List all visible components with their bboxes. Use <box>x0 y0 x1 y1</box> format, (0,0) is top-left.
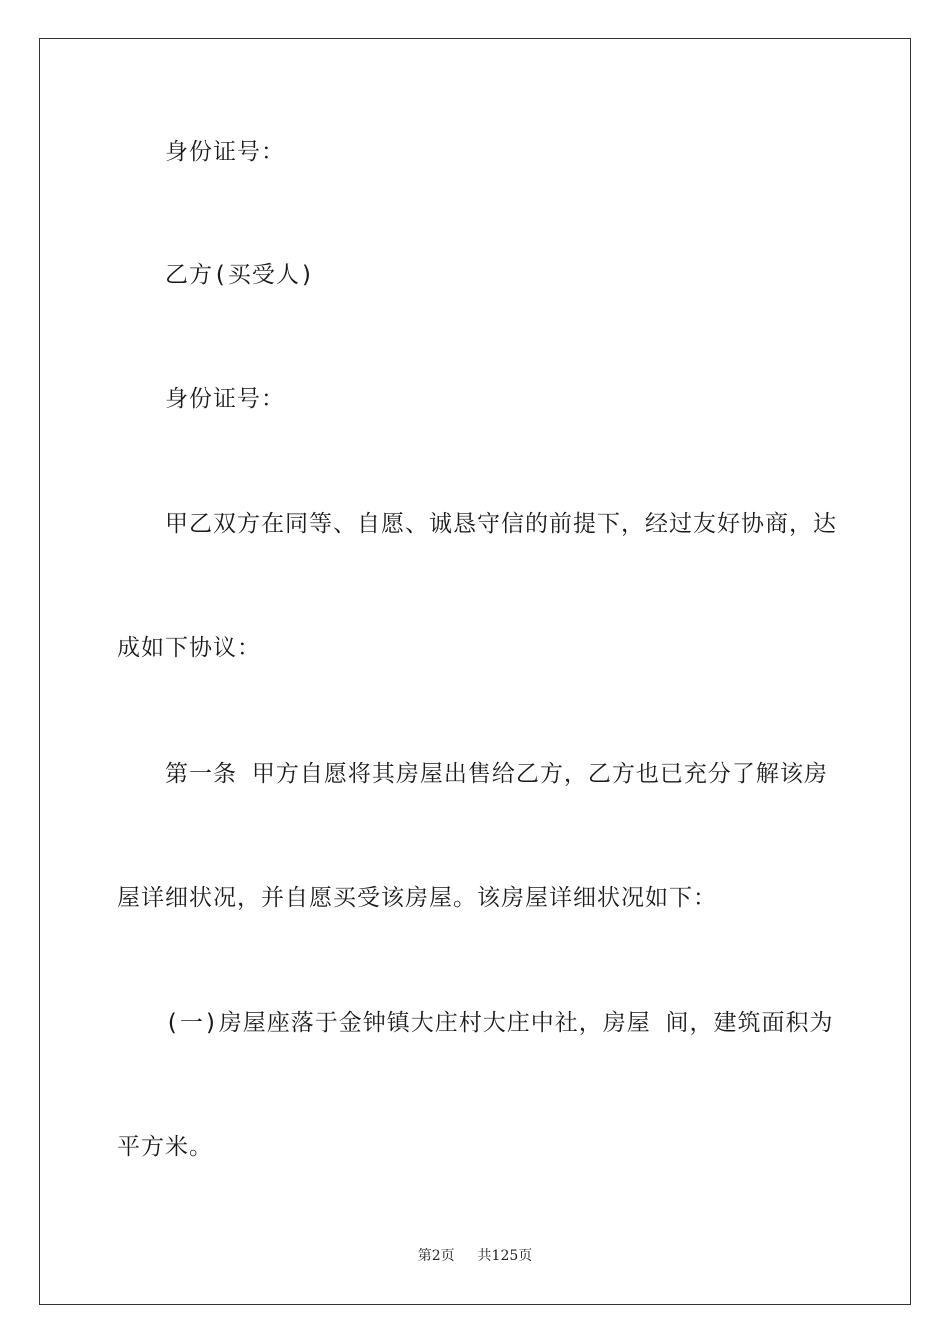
page-footer <box>0 1247 950 1265</box>
current-page-label: 第2页 <box>417 1248 455 1264</box>
agreement-intro-line-1: 甲乙双方在同等、自愿、诚恳守信的前提下，经过友好协商，达 <box>165 511 837 537</box>
article-one-line-2: 屋详细状况，并自愿买受该房屋。该房屋详细状况如下： <box>117 885 717 911</box>
total-pages-label: 共125页 <box>477 1248 533 1264</box>
party-b-buyer-label: 乙方(买受人) <box>165 262 315 288</box>
article-one-line-1: 第一条 甲方自愿将其房屋出售给乙方，乙方也已充分了解该房 <box>165 761 828 787</box>
property-location-line-1: (一)房屋座落于金钟镇大庄村大庄中社，房屋 间，建筑面积为 <box>165 1010 834 1036</box>
agreement-intro-line-2: 成如下协议： <box>117 635 261 661</box>
id-number-label-party-a: 身份证号： <box>165 139 285 165</box>
property-location-line-2: 平方米。 <box>117 1134 213 1160</box>
page-border <box>39 38 911 1305</box>
id-number-label-party-b: 身份证号： <box>165 386 285 412</box>
